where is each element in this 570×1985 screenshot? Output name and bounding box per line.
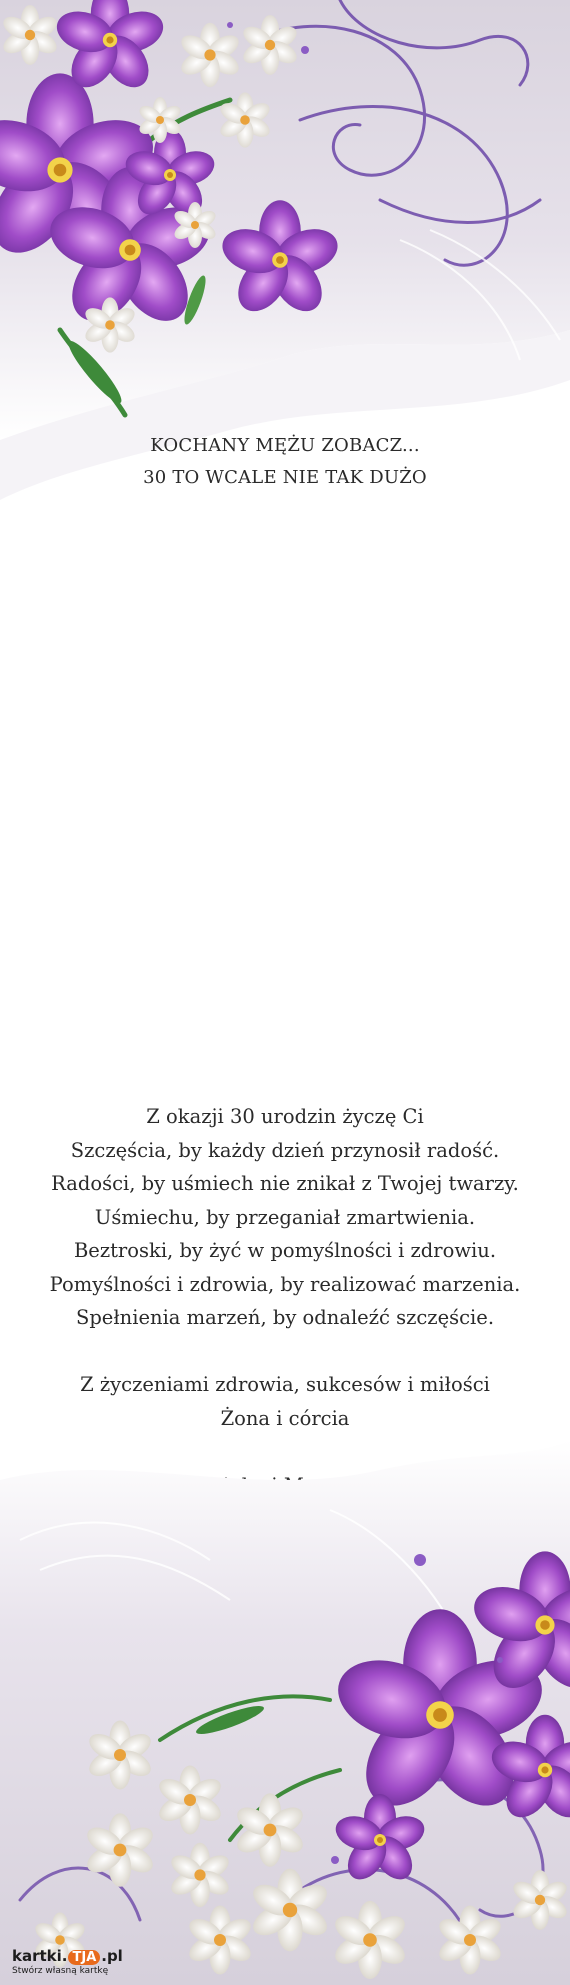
message-line: Żona i córcia <box>220 1406 350 1430</box>
message-line: Spełnienia marzeń, by odnaleźć szczęście. <box>75 1306 495 1329</box>
logo-tagline: Stwórz własną kartkę <box>12 1966 109 1976</box>
message-line: Z okazji 30 urodzin życzę Ci <box>146 1105 424 1128</box>
message-spacer <box>0 1335 570 1369</box>
message-line: Uśmiechu, by przeganiał zmartwienia. <box>94 1205 476 1229</box>
message-line: Beztroski, by żyć w pomyślności i zdrowiu. <box>73 1239 497 1262</box>
message-line: Z życzeniami zdrowia, sukcesów i miłości <box>80 1373 490 1396</box>
logo-name-suffix: .pl <box>101 1947 123 1965</box>
kartki-logo[interactable] <box>8 1945 123 1981</box>
message-line: Szczęścia, by każdy dzień przynosił radość. <box>70 1138 500 1162</box>
heading-line-2: 30 TO WCALE NIE TAK DUŻO <box>143 467 427 488</box>
logo-name <box>12 1947 123 1965</box>
heading-line-1: KOCHANY MĘŻU ZOBACZ... <box>150 435 420 456</box>
logo-name-prefix: kartki. <box>12 1947 68 1965</box>
message-line: Radości, by uśmiech nie znikał z Twojej twarzy. <box>51 1172 519 1195</box>
logo-badge: TJA <box>68 1950 100 1965</box>
message-line: Pomyślności i zdrowia, by realizować marzenia. <box>49 1272 521 1296</box>
card-heading <box>0 430 570 494</box>
floral-bottom-decoration <box>0 1420 570 1985</box>
